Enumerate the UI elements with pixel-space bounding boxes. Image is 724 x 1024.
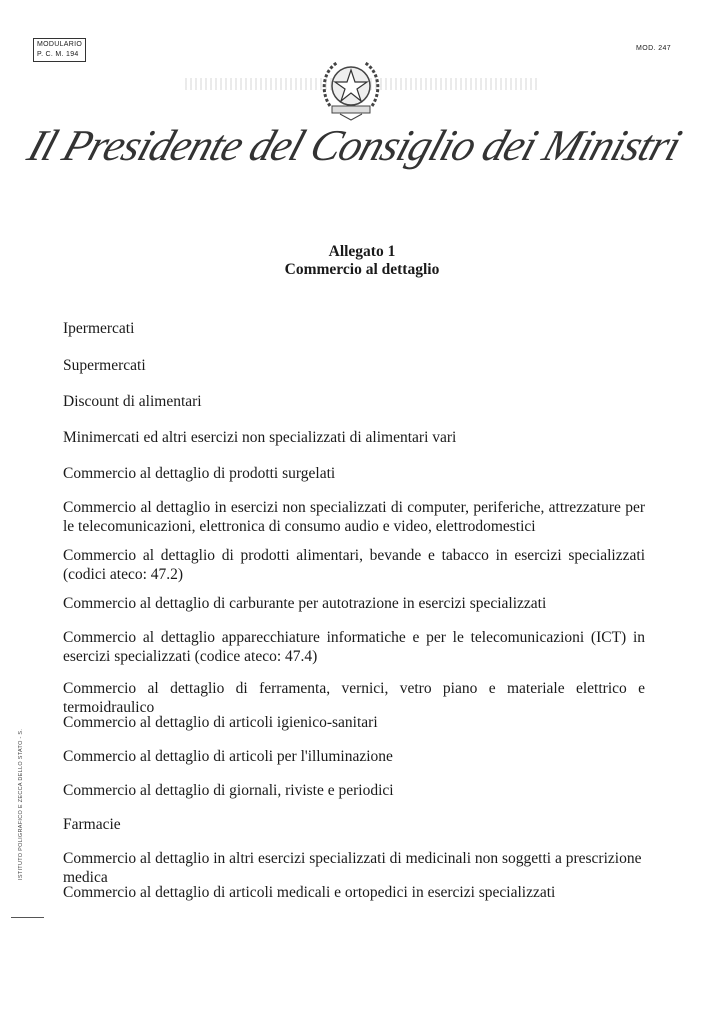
document-subtitle: Commercio al dettaglio: [284, 261, 440, 278]
list-item: Commercio al dettaglio di articoli igienico-sanitari: [63, 714, 378, 731]
form-code-box: [33, 38, 86, 62]
list-item: Commercio al dettaglio di ferramenta, vernici, vetro piano e materiale elettrico e termoidraulico: [63, 680, 645, 716]
list-item: Minimercati ed altri esercizi non specializzati di alimentari vari: [63, 429, 457, 446]
margin-rule: [11, 917, 44, 918]
list-item: Discount di alimentari: [63, 393, 202, 410]
form-code-line-1: MODULARIO: [37, 41, 83, 48]
list-item: Commercio al dettaglio in altri esercizi specializzati di medicinali non soggetti a prescrizione medica: [63, 850, 642, 886]
document-title: Allegato 1: [328, 243, 396, 260]
list-item: Supermercati: [63, 357, 146, 374]
list-item: Commercio al dettaglio di prodotti alimentari, bevande e tabacco in esercizi specializzati (codici ateco: 47.2): [63, 547, 645, 583]
letterhead: Il Presidente del Consiglio dei Ministri: [22, 121, 687, 170]
list-item: Commercio al dettaglio apparecchiature informatiche e per le telecomunicazioni (ICT) in esercizi specializzati (codice ateco: 47.4): [63, 629, 645, 665]
list-item: Commercio al dettaglio di prodotti surgelati: [63, 465, 336, 482]
form-code-line-2: P. C. M. 194: [37, 51, 79, 58]
list-item: Commercio al dettaglio in esercizi non specializzati di computer, periferiche, attrezzature per le telecomunicazioni, elettronica di consumo audio e video, elettrodomestici: [63, 499, 645, 535]
list-item: Farmacie: [63, 816, 121, 833]
list-item: Commercio al dettaglio di articoli per l'illuminazione: [63, 748, 393, 765]
list-item: Ipermercati: [63, 320, 135, 337]
model-number: MOD. 247: [636, 45, 672, 52]
printer-mark: ISTITUTO POLIGRAFICO E ZECCA DELLO STATO - S.: [18, 728, 24, 880]
list-item: Commercio al dettaglio di articoli medicali e ortopedici in esercizi specializzati: [63, 884, 556, 901]
italian-republic-emblem-icon: [320, 56, 382, 122]
list-item: Commercio al dettaglio di giornali, riviste e periodici: [63, 782, 394, 799]
list-item: Commercio al dettaglio di carburante per autotrazione in esercizi specializzati: [63, 595, 547, 612]
